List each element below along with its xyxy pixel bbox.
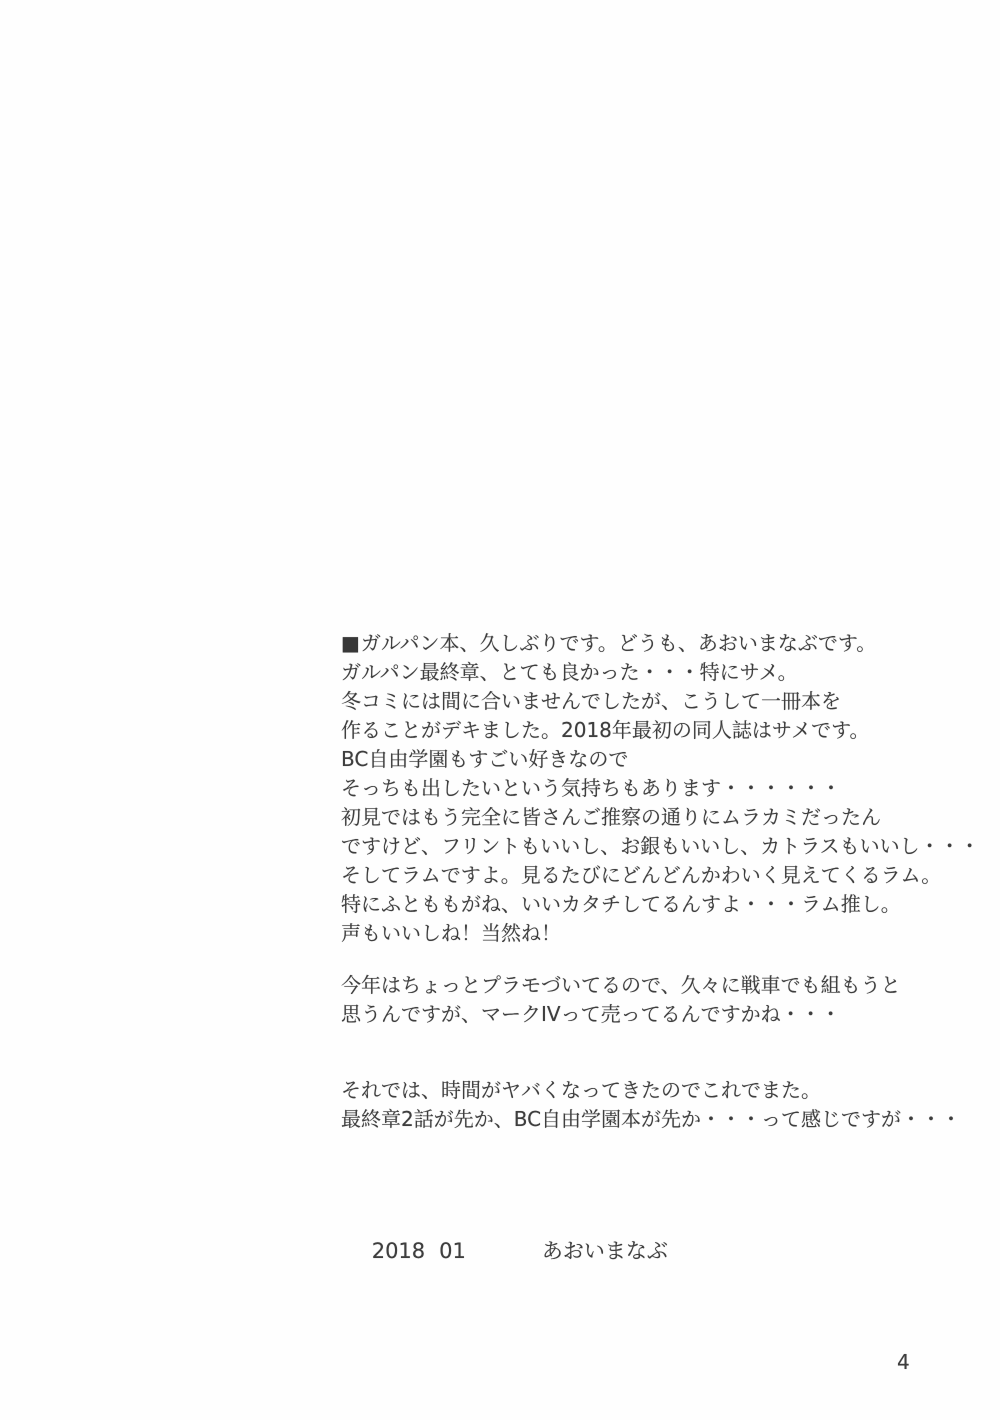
text-line — [341, 629, 961, 658]
afterword-text-block — [341, 629, 980, 1134]
colophon-line — [345, 1209, 668, 1293]
text-line: 今年はちょっとプラモづいてるので、久々に戦車でも組もうと — [341, 973, 901, 997]
afterword-paragraph-2 — [341, 971, 961, 1029]
publication-year: 2018 — [371, 1239, 426, 1263]
text-line-content: ガルパン本、久しぶりです。どうも、あおいまなぶです。 — [360, 631, 877, 655]
afterword-paragraph-1 — [341, 629, 980, 948]
text-line: ガルパン最終章、とても良かった・・・特にサメ。 — [341, 660, 798, 684]
text-line: ですけど、フリントもいいし、お銀もいいし、カトラスもいいし・・・ — [341, 834, 980, 858]
author-name: あおいまなぶ — [541, 1239, 668, 1263]
text-line: そっちも出したいという気持ちもあります・・・・・・ — [341, 776, 841, 800]
text-line: 初見ではもう完全に皆さんご推察の通りにムラカミだったん — [341, 805, 881, 829]
page-number: 4 — [897, 1350, 910, 1374]
text-line: 思うんですが、マークIVって売ってるんですかね・・・ — [341, 1002, 841, 1026]
afterword-paragraph-3 — [341, 1076, 961, 1134]
text-line: BC自由学園もすごい好きなので — [341, 747, 629, 771]
text-line: 作ることがデキました。2018年最初の同人誌はサメです。 — [341, 718, 870, 742]
text-line: 特にふとももがね、いいカタチしてるんすよ・・・ラム推し。 — [341, 892, 901, 916]
text-line: そしてラムですよ。見るたびにどんどんかわいく見えてくるラム。 — [341, 863, 942, 887]
publication-month: 01 — [439, 1239, 466, 1263]
text-line: 最終章2話が先か、BC自由学園本が先か・・・って感じですが・・・ — [341, 1107, 962, 1131]
black-square-marker-icon: ■ — [341, 631, 360, 655]
text-line: 声もいいしね！当然ね！ — [341, 921, 561, 945]
text-line: それでは、時間がヤバくなってきたのでこれでまた。 — [341, 1078, 821, 1102]
text-line: 冬コミには間に合いませんでしたが、こうして一冊本を — [341, 689, 841, 713]
